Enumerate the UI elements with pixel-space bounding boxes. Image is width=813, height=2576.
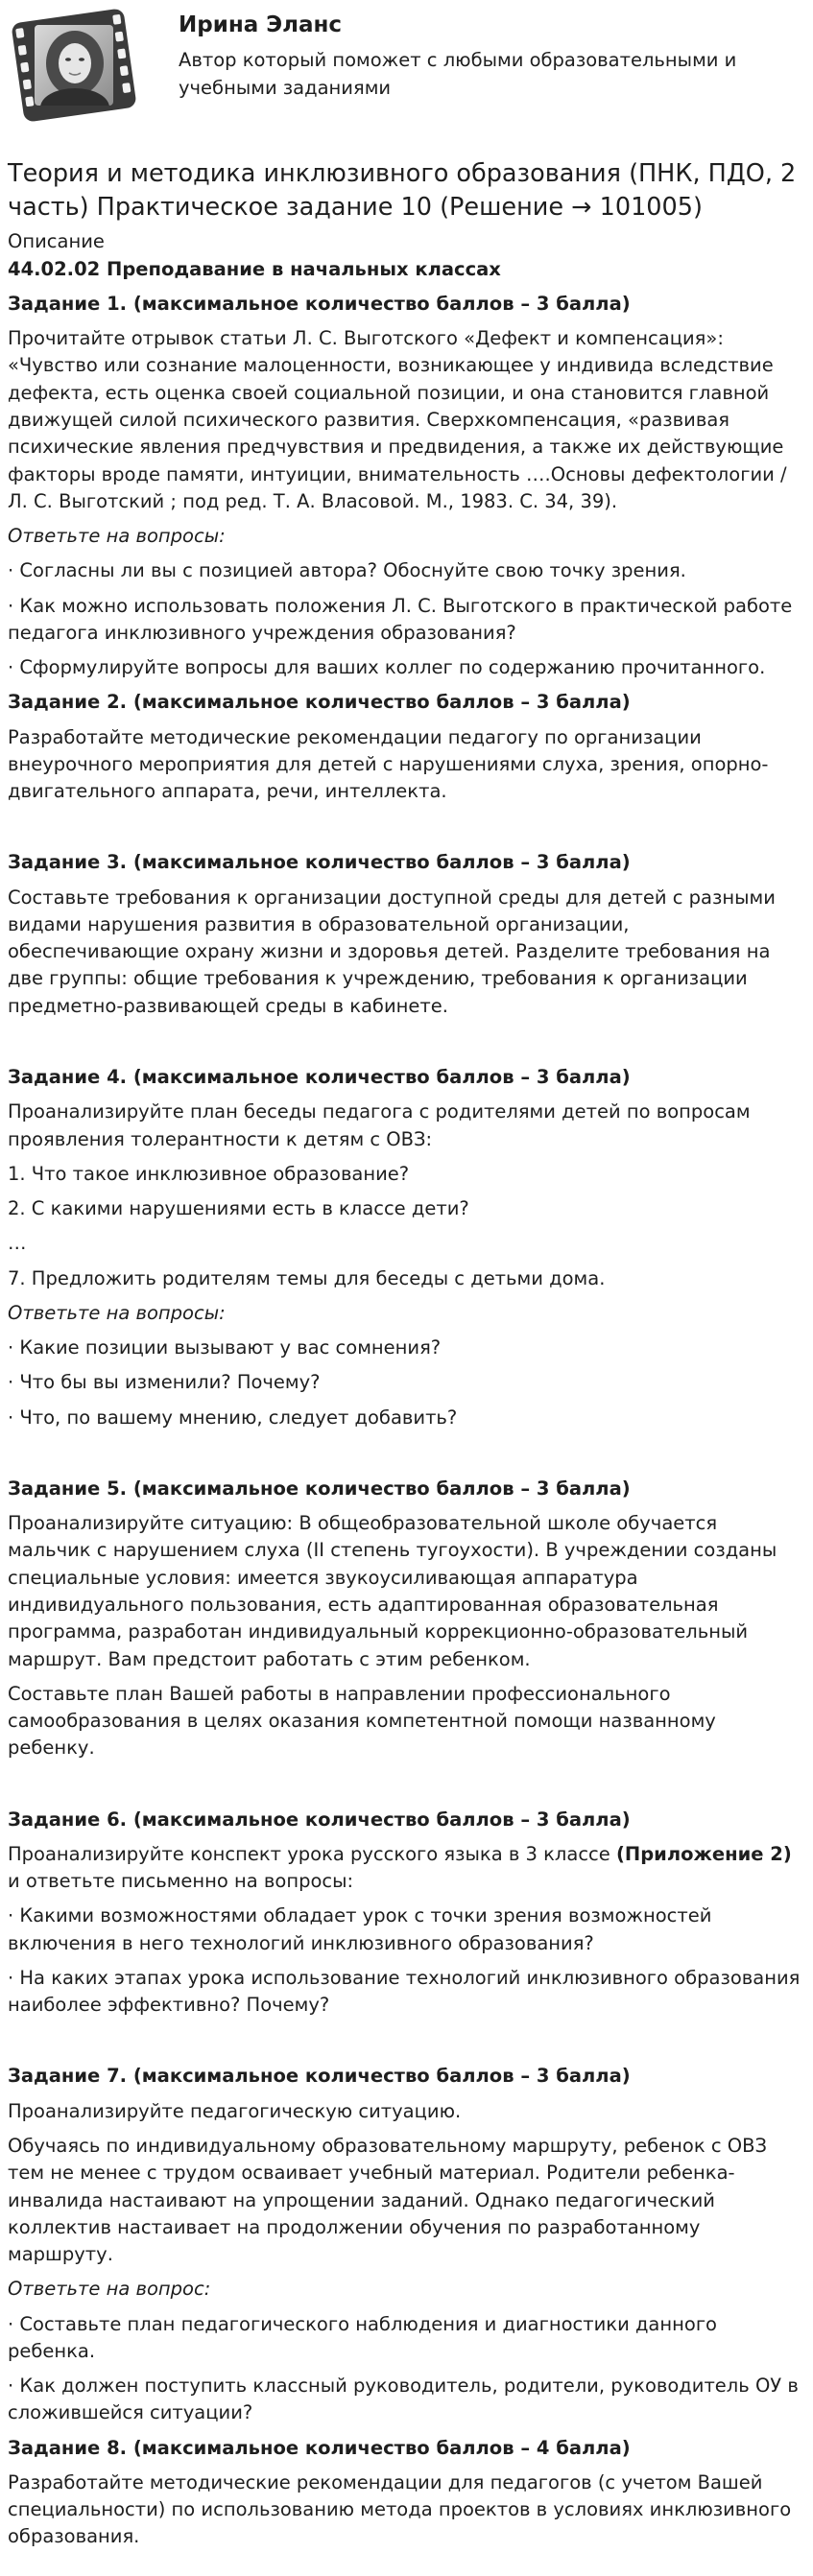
task-heading: Задание 6. (максимальное количество баллов – 3 балла) — [8, 1808, 631, 1831]
task-5 — [8, 1476, 805, 1762]
question-item: · Что, по вашему мнению, следует добавить? — [8, 1406, 458, 1429]
plan-item: 7. Предложить родителям темы для беседы с детьми дома. — [8, 1266, 606, 1289]
questions-label: Ответьте на вопросы: — [8, 1301, 226, 1324]
question-item: · Как можно использовать положения Л. С. Выготского в практической работе педагога инклюзивного учреждения образования? — [8, 594, 793, 644]
question-item: · Какими возможностями обладает урок с точки зрения возможностей включения в него технологий инклюзивного образования? — [8, 1904, 712, 1954]
task-text — [8, 1841, 805, 1896]
question-item: · Сформулируйте вопросы для ваших коллег по содержанию прочитанного. — [8, 656, 766, 679]
task-text: Проанализируйте план беседы педагога с родителями детей по вопросам проявления толерантности к детям с ОВЗ: — [8, 1100, 751, 1150]
task-1 — [8, 291, 805, 681]
spacer — [8, 1439, 805, 1476]
task-3 — [8, 849, 805, 1020]
author-avatar[interactable] — [8, 8, 140, 123]
task-text: Проанализируйте ситуацию: В общеобразовательной школе обучается мальчик с нарушением слуха (II степень тугоухости). В учреждении созданы специальные условия: имеется звукоусиливающая аппаратура индивидуального пользования, есть адаптированная образовательная программа, разработан индивидуальный коррекционно-образовательный маршрут. Вам предстоит работать с этим ребенком. — [8, 1512, 777, 1670]
spacer — [8, 813, 805, 849]
task-heading: Задание 2. (максимальное количество баллов – 3 балла) — [8, 691, 631, 714]
task-heading: Задание 8. (максимальное количество баллов – 4 балла) — [8, 2436, 631, 2459]
author-description: Автор который поможет с любыми образовательными и учебными заданиями — [179, 48, 737, 100]
question-item: · Что бы вы изменили? Почему? — [8, 1371, 321, 1394]
task-8 — [8, 2435, 805, 2551]
task-text: Разработайте методические рекомендации педагогу по организации внеурочного мероприятия для детей с нарушениями слуха, зрения, опорно-двигательного аппарата, речи, интеллекта. — [8, 725, 769, 803]
questions-label: Ответьте на вопрос: — [8, 2278, 211, 2301]
task-4 — [8, 1064, 805, 1431]
author-info — [179, 8, 774, 102]
spacer — [8, 2026, 805, 2063]
spacer — [8, 1028, 805, 1064]
task-2 — [8, 689, 805, 805]
spacer — [8, 1770, 805, 1807]
work-title: Теория и методика инклюзивного образования (ПНК, ПДО, 2 часть) Практическое задание 10 (Решение → 101005) — [8, 159, 797, 223]
task-heading: Задание 1. (максимальное количество баллов – 3 балла) — [8, 292, 631, 315]
task-text: Обучаясь по индивидуальному образовательному маршруту, ребенок с ОВЗ тем не менее с трудом осваивает учебный материал. Родители ребенка-инвалида настаивают на упрощении заданий. Однако педагогический коллектив настаивает на продолжении обучения по разработанному маршруту. — [8, 2134, 767, 2266]
description-label: Описание — [8, 230, 105, 253]
task-text: Проанализируйте педагогическую ситуацию. — [8, 2099, 462, 2122]
question-item: · Составьте план педагогического наблюдения и диагностики данного ребенка. — [8, 2312, 717, 2362]
question-item: · Согласны ли вы с позицией автора? Обоснуйте свою точку зрения. — [8, 559, 686, 582]
task-text: Разработайте методические рекомендации для педагогов (с учетом Вашей специальности) по использованию метода проектов в условиях инклюзивного образования. — [8, 2470, 792, 2548]
task-heading: Задание 4. (максимальное количество баллов – 3 балла) — [8, 1066, 631, 1089]
question-item: · Как должен поступить классный руководитель, родители, руководитель ОУ в сложившейся ситуации? — [8, 2375, 799, 2424]
task-heading: Задание 3. (максимальное количество баллов – 3 балла) — [8, 851, 631, 874]
task-6 — [8, 1807, 805, 2020]
task-text: Составьте план Вашей работы в направлении профессионального самообразования в целях оказания компетентной помощи названному ребенку. — [8, 1682, 716, 1760]
plan-item: 1. Что такое инклюзивное образование? — [8, 1162, 410, 1185]
film-frame-avatar-icon — [8, 8, 140, 123]
plan-item: 2. С какими нарушениями есть в классе дети? — [8, 1197, 469, 1220]
task-7 — [8, 2063, 805, 2426]
subject-code: 44.02.02 Преподавание в начальных классах — [8, 257, 501, 280]
task-intro-end: и ответьте письменно на вопросы: — [8, 1870, 354, 1893]
task-text: Прочитайте отрывок статьи Л. С. Выготского «Дефект и компенсация»: «Чувство или сознание малоценности, возникающее у индивида вследствие дефекта, есть оценка своей социальной позиции, и она становится главной движущей силой психического развития. Сверхкомпенсация, «развивая психические явления предчувствия и предвидения, а также их действующие факторы вроде памяти, интуиции, внимательность ….Основы дефектологии / Л. С. Выготский ; под ред. Т. А. Власовой. М., 1983. С. 34, 39). — [8, 327, 787, 512]
question-item: · Какие позиции вызывают у вас сомнения? — [8, 1336, 442, 1359]
author-card — [8, 8, 805, 123]
task-text: Составьте требования к организации доступной среды для детей с разными видами нарушения развития в образовательной организации, обеспечивающие охрану жизни и здоровья детей. Разделите требования на две группы: общие требования к учреждению, требования к организации предметно-развивающей среды в кабинете. — [8, 886, 776, 1017]
author-name[interactable]: Ирина Эланс — [179, 12, 343, 37]
task-heading: Задание 7. (максимальное количество баллов – 3 балла) — [8, 2065, 631, 2088]
question-item: · На каких этапах урока использование технологий инклюзивного образования наиболее эффективно? Почему? — [8, 1966, 801, 2017]
plan-ellipsis: … — [8, 1232, 27, 1255]
questions-label: Ответьте на вопросы: — [8, 525, 226, 548]
appendix-reference: (Приложение 2) — [615, 1842, 792, 1865]
task-intro-start: Проанализируйте конспект урока русского языка в 3 классе — [8, 1842, 616, 1865]
task-heading: Задание 5. (максимальное количество баллов – 3 балла) — [8, 1477, 631, 1500]
